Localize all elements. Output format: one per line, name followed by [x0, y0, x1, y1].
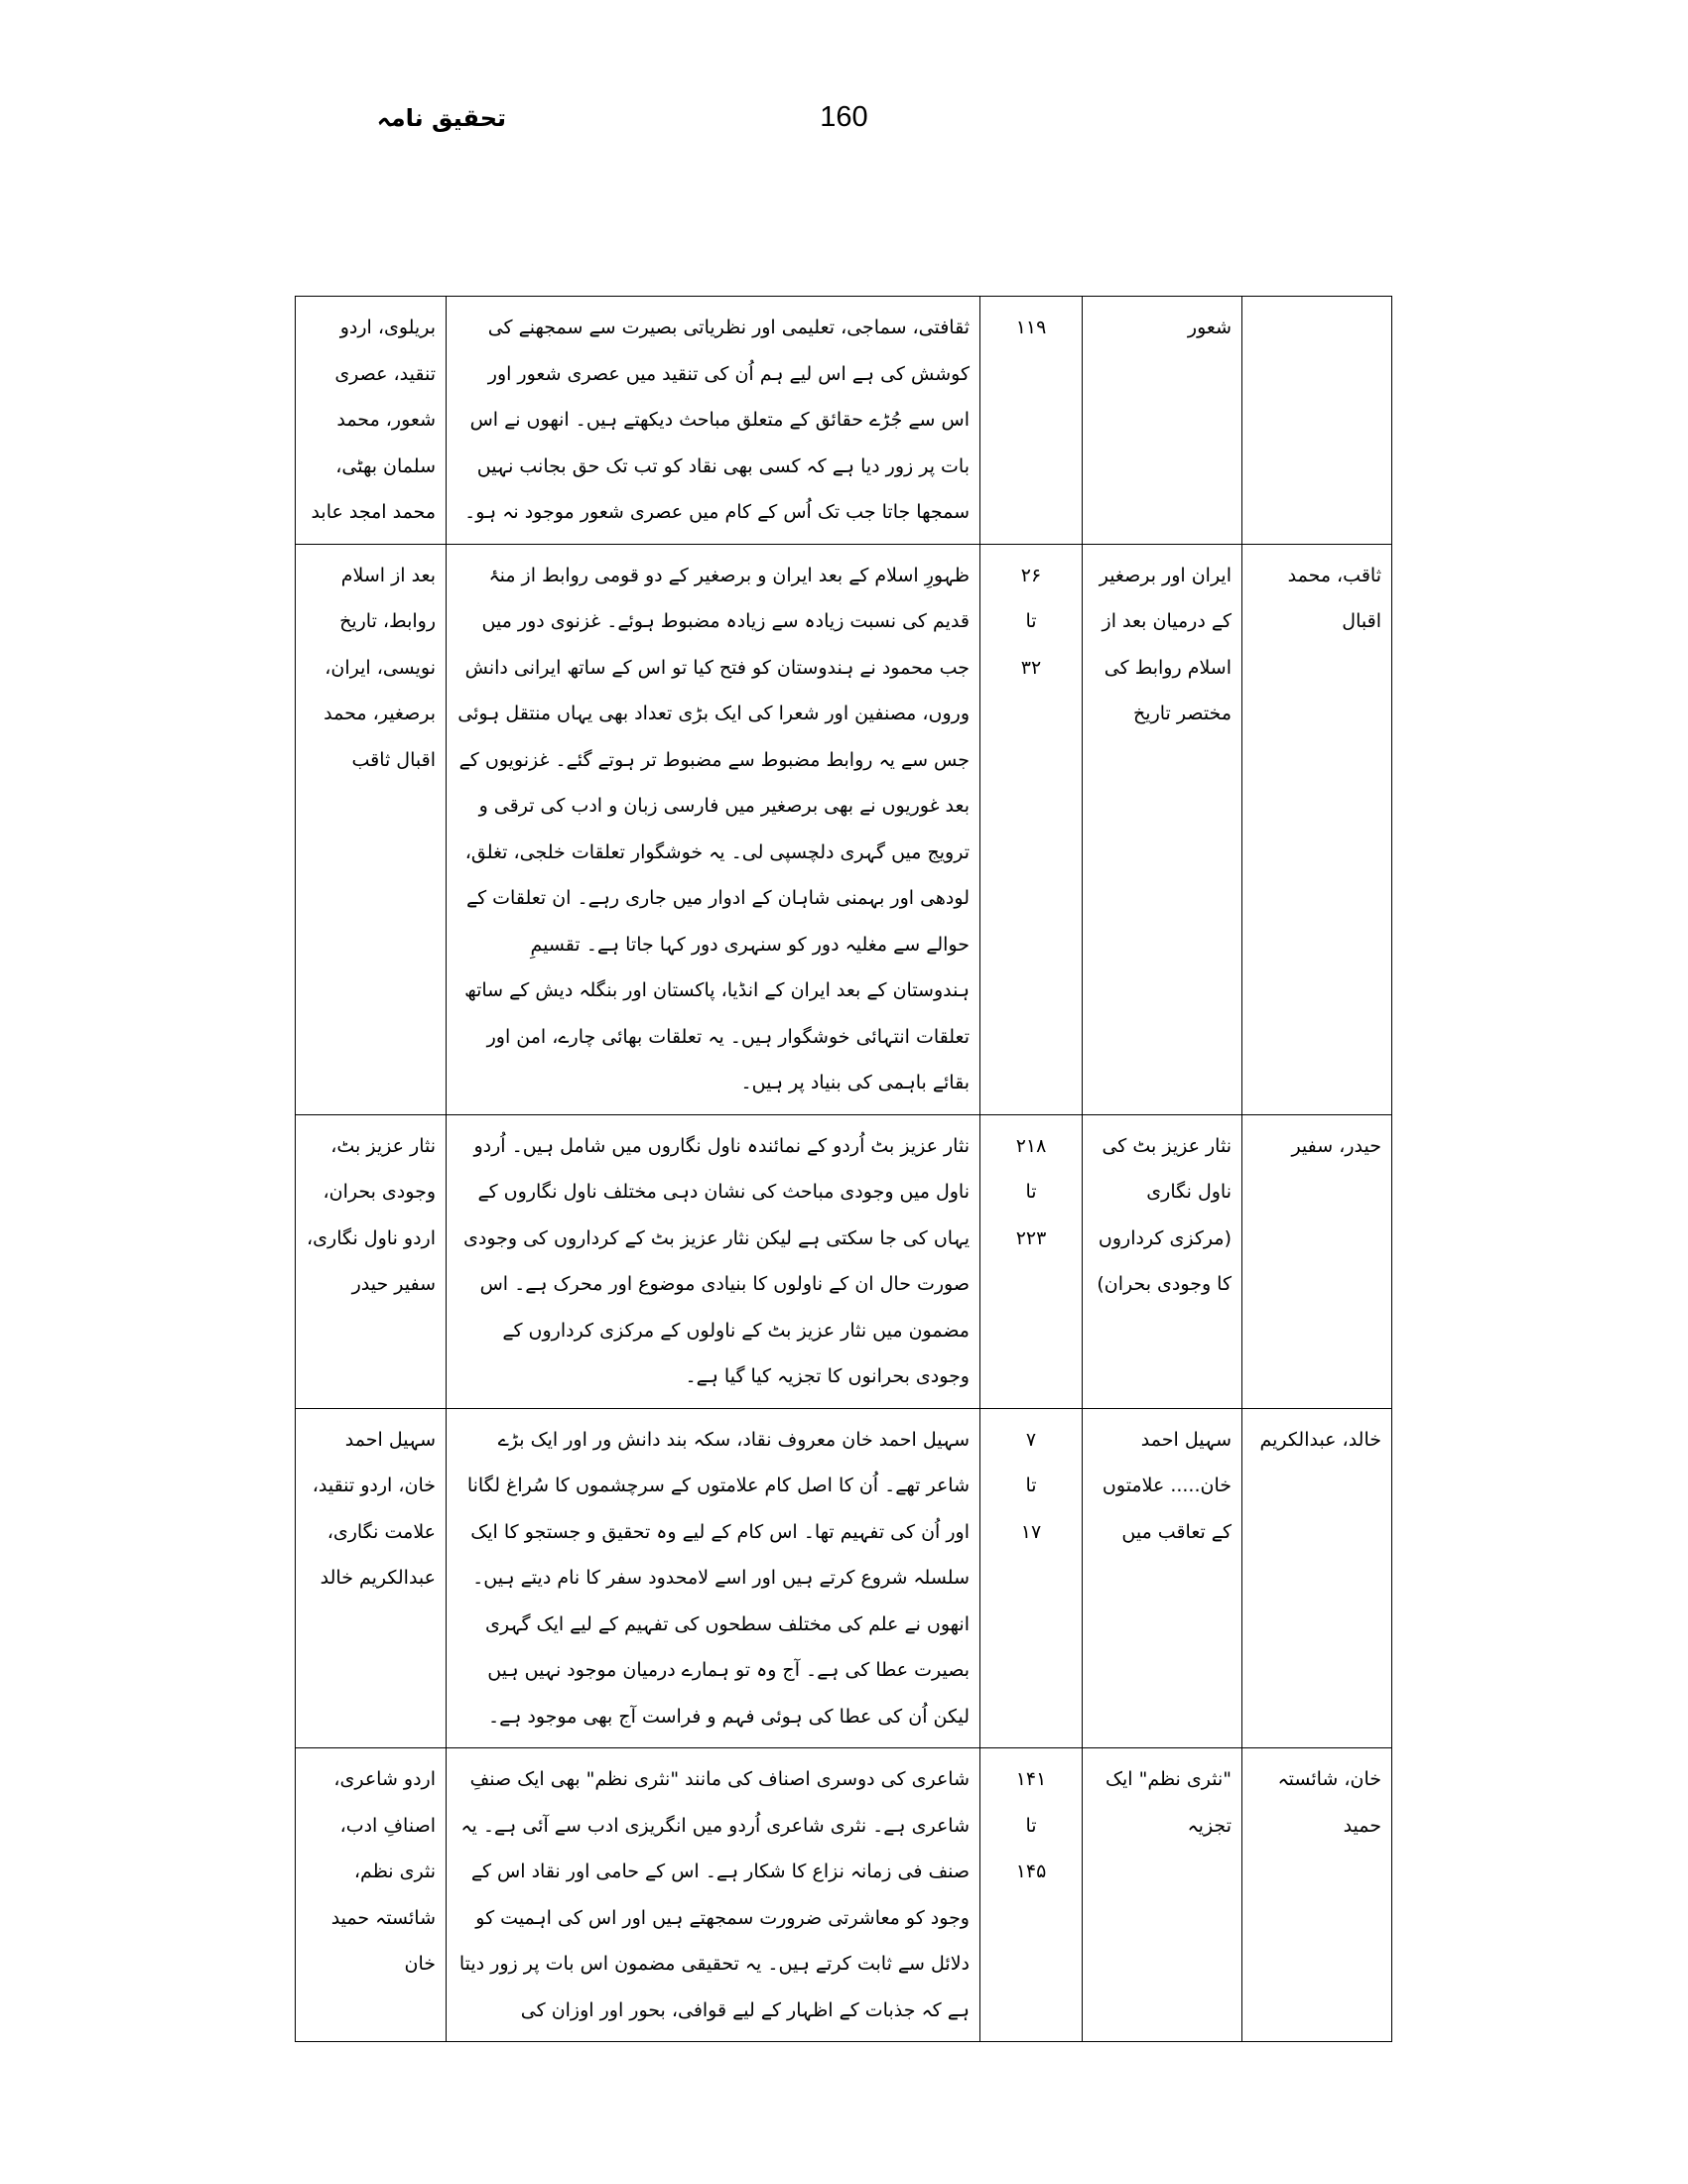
page-range-start: ۷	[1025, 1428, 1037, 1451]
keywords-cell: سہیل احمد خان، اردو تنقید، علامت نگاری، عبدالکریم خالد	[296, 1408, 447, 1748]
keywords-cell: نثار عزیز بٹ، وجودی بحران، اردو ناول نگاری، سفیر حیدر	[296, 1114, 447, 1408]
page-range-end: ۲۲۳	[1015, 1226, 1047, 1249]
pages-cell	[980, 297, 1083, 545]
bibliography-table	[295, 296, 1392, 2042]
keywords-cell: بعد از اسلام روابط، تاریخ نویسی، ایران، برصغیر، محمد اقبال ثاقب	[296, 544, 447, 1114]
title-cell: سہیل احمد خان..... علامتوں کے تعاقب میں	[1083, 1408, 1242, 1748]
author-cell: ثاقب، محمد اقبال	[1242, 544, 1392, 1114]
title-cell: ایران اور برصغیر کے درمیان بعد از اسلام روابط کی مختصر تاریخ	[1083, 544, 1242, 1114]
page-range-separator: تا	[1025, 1475, 1037, 1496]
page-range-end: ۱۷	[1020, 1520, 1042, 1543]
summary-cell: نثار عزیز بٹ اُردو کے نمائندہ ناول نگاروں میں شامل ہیں۔ اُردو ناول میں وجودی مباحث کی نشان دہی مختلف ناول نگاروں کے یہاں کی جا سکتی ہے لیکن نثار عزیز بٹ کے کرداروں کی وجودی صورت حال ان کے ناولوں کا بنیادی موضوع اور محرک ہے۔ اس مضمون میں نثار عزیز بٹ کے ناولوں کے مرکزی کرداروں کے وجودی بحرانوں کا تجزیہ کیا گیا ہے۔	[447, 1114, 980, 1408]
summary-cell: ظہورِ اسلام کے بعد ایران و برصغیر کے دو قومی روابط از منۂ قدیم کی نسبت زیادہ سے زیادہ مضبوط ہوئے۔ غزنوی دور میں جب محمود نے ہندوستان کو فتح کیا تو اس کے ساتھ ایرانی دانش وروں، مصنفین اور شعرا کی ایک بڑی تعداد بھی یہاں منتقل ہوئی جس سے یہ روابط مضبوط سے مضبوط تر ہوتے گئے۔ غزنویوں کے بعد غوریوں نے بھی برصغیر میں فارسی زبان و ادب کی ترقی و ترویج میں گہری دلچسپی لی۔ یہ خوشگوار تعلقات خلجی، تغلق، لودھی اور بہمنی شاہان کے ادوار میں جاری رہے۔ ان تعلقات کے حوالے سے مغلیہ دور کو سنہری دور کہا جاتا ہے۔ تقسیمِ ہندوستان کے بعد ایران کے انڈیا، پاکستان اور بنگلہ دیش کے ساتھ تعلقات انتہائی خوشگوار ہیں۔ یہ تعلقات بھائی چارے، امن اور بقائے باہمی کی بنیاد پر ہیں۔	[447, 544, 980, 1114]
title-cell: "نثری نظم" ایک تجزیہ	[1083, 1748, 1242, 2042]
pages-cell	[980, 1748, 1083, 2042]
page-range-start: ۲۶	[1020, 564, 1042, 586]
author-cell: خالد، عبدالکریم	[1242, 1408, 1392, 1748]
table-row	[296, 1748, 1392, 2042]
summary-cell: شاعری کی دوسری اصناف کی مانند "نثری نظم" بھی ایک صنفِ شاعری ہے۔ نثری شاعری اُردو میں انگریزی ادب سے آئی ہے۔ یہ صنف فی زمانہ نزاع کا شکار ہے۔ اس کے حامی اور نقاد اس کے وجود کو معاشرتی ضرورت سمجھتے ہیں اور اس کی اہمیت کو دلائل سے ثابت کرتے ہیں۔ یہ تحقیقی مضمون اس بات پر زور دیتا ہے کہ جذبات کے اظہار کے لیے قوافی، بحور اور اوزان کی	[447, 1748, 980, 2042]
page-range-separator: تا	[1025, 1181, 1037, 1203]
title-cell: نثار عزیز بٹ کی ناول نگاری (مرکزی کرداروں کا وجودی بحران)	[1083, 1114, 1242, 1408]
title-cell: شعور	[1083, 297, 1242, 545]
table-row	[296, 1114, 1392, 1408]
keywords-cell: بریلوی، اردو تنقید، عصری شعور، محمد سلمان بھٹی، محمد امجد عابد	[296, 297, 447, 545]
page-range-start: ۱۴۱	[1015, 1768, 1047, 1790]
journal-title: تحقیق نامہ	[376, 104, 506, 132]
pages-cell	[980, 1114, 1083, 1408]
page-number: 160	[820, 101, 868, 133]
author-cell	[1242, 297, 1392, 545]
summary-cell: ثقافتی، سماجی، تعلیمی اور نظریاتی بصیرت سے سمجھنے کی کوشش کی ہے اس لیے ہم اُن کی تنقید میں عصری شعور اور اس سے جُڑے حقائق کے متعلق مباحث دیکھتے ہیں۔ انھوں نے اس بات پر زور دیا ہے کہ کسی بھی نقاد کو تب تک حق بجانب نہیں سمجھا جاتا جب تک اُس کے کام میں عصری شعور موجود نہ ہو۔	[447, 297, 980, 545]
pages-cell	[980, 544, 1083, 1114]
page-range-separator: تا	[1025, 610, 1037, 632]
page-range-end: ۱۴۵	[1015, 1861, 1047, 1882]
table-row	[296, 1408, 1392, 1748]
page-range-end: ۳۲	[1020, 656, 1042, 679]
keywords-cell: اردو شاعری، اصنافِ ادب، نثری نظم، شائستہ حمید خان	[296, 1748, 447, 2042]
page-range-start: ۲۱۸	[1015, 1134, 1047, 1157]
page-range-start: ۱۱۹	[1015, 317, 1047, 338]
author-cell: خان، شائستہ حمید	[1242, 1748, 1392, 2042]
page-range-separator: تا	[1025, 1814, 1037, 1837]
author-cell: حیدر، سفیر	[1242, 1114, 1392, 1408]
table-row	[296, 297, 1392, 545]
pages-cell	[980, 1408, 1083, 1748]
summary-cell: سہیل احمد خان معروف نقاد، سکہ بند دانش ور اور ایک بڑے شاعر تھے۔ اُن کا اصل کام علامتوں کے سرچشموں کا سُراغ لگانا اور اُن کی تفہیم تھا۔ اس کام کے لیے وہ تحقیق و جستجو کا ایک سلسلہ شروع کرتے ہیں اور اسے لامحدود سفر کا نام دیتے ہیں۔ انھوں نے علم کی مختلف سطحوں کی تفہیم کے لیے ایک گہری بصیرت عطا کی ہے۔ آج وہ تو ہمارے درمیان موجود نہیں ہیں لیکن اُن کی عطا کی ہوئی فہم و فراست آج بھی موجود ہے۔	[447, 1408, 980, 1748]
table-row	[296, 544, 1392, 1114]
